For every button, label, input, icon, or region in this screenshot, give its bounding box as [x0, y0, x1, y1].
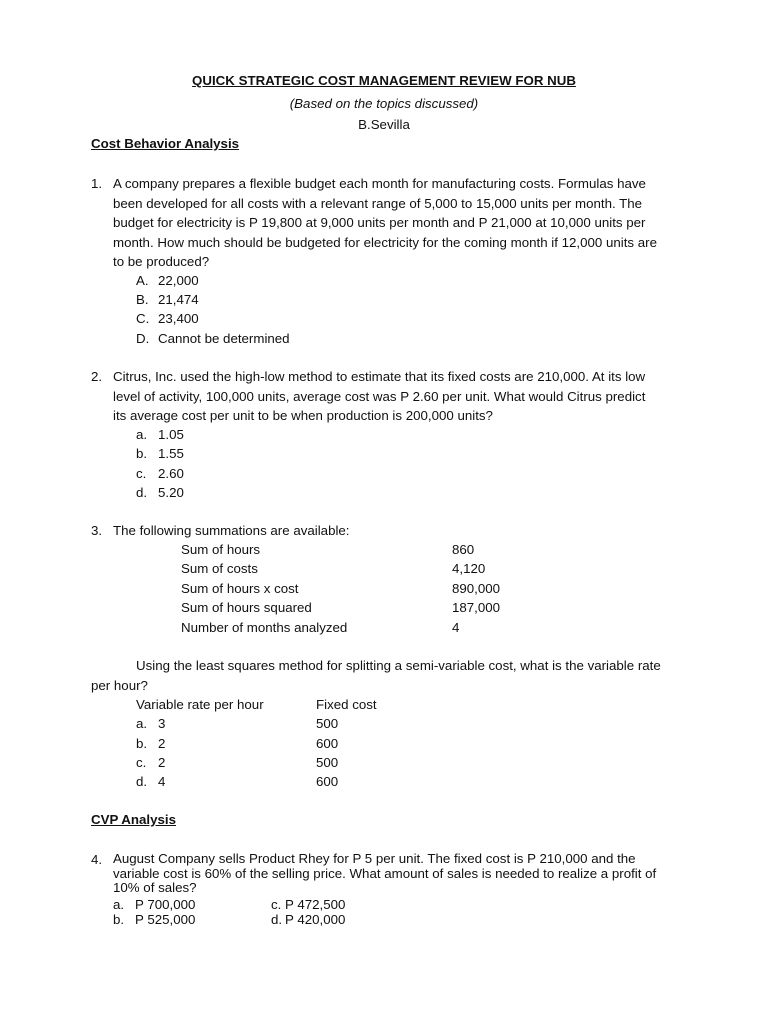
summation-label: Sum of hours squared — [181, 600, 312, 615]
summation-label: Sum of costs — [181, 561, 258, 576]
question-line: budget for electricity is P 19,800 at 9,000 units per month and P 21,000 at 10,000 units per — [113, 215, 646, 230]
question-line: its average cost per unit to be when production is 200,000 units? — [113, 408, 493, 423]
question-line: 10% of sales? — [113, 880, 197, 895]
answer-option: c. P 472,500 — [271, 897, 346, 912]
question-line: level of activity, 100,000 units, average cost was P 2.60 per unit. What would Citrus predict — [113, 388, 646, 404]
question-line: variable cost is 60% of the selling price. What amount of sales is needed to realize a profit of — [113, 865, 657, 881]
question-2-text — [113, 367, 679, 426]
document-title: QUICK STRATEGIC COST MANAGEMENT REVIEW FOR NUB — [192, 73, 576, 88]
question-3-intro: The following summations are available: — [113, 523, 350, 538]
question-line: August Company sells Product Rhey for P 5 per unit. The fixed cost is P 210,000 and the — [113, 851, 636, 866]
summation-label: Sum of hours x cost — [181, 581, 299, 596]
question-number: 1. — [91, 176, 103, 191]
summation-value: 860 — [452, 542, 475, 557]
summation-value: 4,120 — [452, 561, 486, 576]
question-4-text — [113, 852, 679, 896]
answer-option: a. 3 — [136, 716, 166, 731]
question-number: 4. — [91, 852, 103, 867]
summation-value: 890,000 — [452, 581, 501, 596]
question-number: 3. — [91, 523, 103, 538]
answer-option: c. 2 — [136, 755, 166, 770]
summation-label: Number of months analyzed — [181, 620, 348, 635]
column-header-variable-rate: Variable rate per hour — [136, 697, 264, 712]
answer-option-fixed-cost: 500 — [316, 716, 339, 731]
question-3-text-line2: per hour? — [91, 678, 148, 693]
summation-value: 4 — [452, 620, 460, 635]
answer-option: D. Cannot be determined — [136, 331, 290, 346]
summation-label: Sum of hours — [181, 542, 261, 557]
column-header-fixed-cost: Fixed cost — [316, 697, 377, 712]
answer-option: a. P 700,000 — [113, 897, 196, 912]
answer-option: c. 2.60 — [136, 466, 184, 481]
document-subtitle: (Based on the topics discussed) — [289, 96, 479, 111]
answer-option: B. 21,474 — [136, 292, 199, 307]
question-line: month. How much should be budgeted for electricity for the coming month if 12,000 units are — [113, 234, 657, 250]
answer-option-fixed-cost: 600 — [316, 736, 339, 751]
question-1-text — [113, 174, 679, 272]
answer-option: b. P 525,000 — [113, 912, 196, 927]
answer-option: d. 4 — [136, 774, 166, 789]
answer-option: A. 22,000 — [136, 273, 199, 288]
answer-option: d. 5.20 — [136, 485, 184, 500]
answer-option-fixed-cost: 500 — [316, 755, 339, 770]
answer-option: b. 1.55 — [136, 446, 184, 461]
question-line: been developed for all costs with a relevant range of 5,000 to 15,000 units per month. The — [113, 195, 643, 211]
section-heading-cvp: CVP Analysis — [91, 812, 176, 827]
question-line: Citrus, Inc. used the high-low method to estimate that its fixed costs are 210,000. At its low — [113, 369, 646, 384]
answer-option: b. 2 — [136, 736, 166, 751]
answer-option: C. 23,400 — [136, 311, 199, 326]
question-number: 2. — [91, 369, 103, 384]
section-heading-cost-behavior: Cost Behavior Analysis — [91, 136, 240, 151]
question-3-text-line1: Using the least squares method for splitting a semi-variable cost, what is the variable rate — [136, 658, 661, 673]
document-author: B.Sevilla — [358, 117, 410, 132]
answer-option: d. P 420,000 — [271, 912, 346, 927]
answer-option-fixed-cost: 600 — [316, 774, 339, 789]
question-line: A company prepares a flexible budget each month for manufacturing costs. Formulas have — [113, 176, 646, 191]
question-line: to be produced? — [113, 254, 210, 269]
summation-value: 187,000 — [452, 600, 501, 615]
answer-option: a. 1.05 — [136, 427, 184, 442]
